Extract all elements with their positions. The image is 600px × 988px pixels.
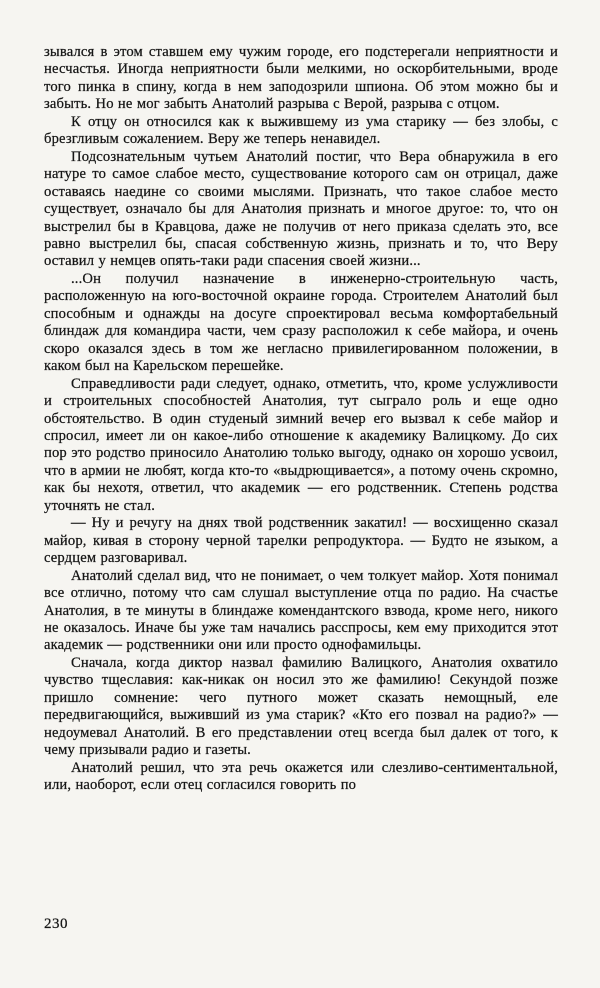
paragraph: Подсознательным чутьем Анатолий постиг, что Вера обнаружила в его натуре то самое слабое место, существование которого сам он отрицал, даже оставаясь наедине со своими мыслями. Признать, что такое слабое место существует, означало бы для Анатолия признать и многое другое: то, что он выстрелил бы в Кравцова, даже не получив от него приказа сделать это, все равно выстрелил бы, спасая собственную жизнь, признать и то, что Веру оставил у немцев опять-таки ради спасения своей жизни... — [44, 148, 558, 270]
paragraph: ...Он получил назначение в инженерно-строительную часть, расположенную на юго-восточной окраине города. Строителем Анатолий был способным и однажды на досуге спроектировал весьма комфортабельный блиндаж для командира части, чем сразу расположил к себе майора, и очень скоро оказался здесь в том же негласно привилегированном положении, в каком был на Карельском перешейке. — [44, 270, 558, 375]
page-text-block — [44, 44, 558, 794]
page-number: 230 — [44, 916, 68, 932]
paragraph: Анатолий решил, что эта речь окажется или слезливо-сентиментальной, или, наоборот, если отец согласился говорить по — [44, 759, 558, 794]
paragraph: Анатолий сделал вид, что не понимает, о чем толкует майор. Хотя понимал все отлично, потому что сам слушал выступление отца по радио. На счастье Анатолия, в те минуты в блиндаже комендантского взвода, кроме него, никого не оказалось. Иначе бы уже там начались расспросы, кем ему приходится этот академик — родственники они или просто однофамильцы. — [44, 567, 558, 654]
paragraph: зывался в этом ставшем ему чужим городе, его подстерегали неприятности и несчастья. Иногда неприятности были мелкими, но оскорбительными, вроде того пинка в спину, когда в нем заподозрили шпиона. Об этом можно бы и забыть. Но не мог забыть Анатолий разрыва с Верой, разрыва с отцом. — [44, 44, 558, 113]
paragraph-dialogue: — Ну и речугу на днях твой родственник закатил! — восхищенно сказал майор, кивая в сторону черной тарелки репродуктора. — Будто не языком, а сердцем разговаривал. — [44, 515, 558, 567]
paragraph: Сначала, когда диктор назвал фамилию Валицкого, Анатолия охватило чувство тщеславия: как-никак он носил это же фамилию! Секундой позже пришло сомнение: чего путного может сказать немощный, еле передвигающийся, выживший из ума старик? «Кто его позвал на радио?» — недоумевал Анатолий. В его представлении отец всегда был далек от того, к чему призывали радио и газеты. — [44, 654, 558, 759]
paragraph: К отцу он относился как к выжившему из ума старику — без злобы, с брезгливым сожалением. Веру же теперь ненавидел. — [44, 113, 558, 148]
paragraph: Справедливости ради следует, однако, отметить, что, кроме услужливости и строительных способностей Анатолия, тут сыграло роль и еще одно обстоятельство. В один студеный зимний вечер его вызвал к себе майор и спросил, имеет ли он какое-либо отношение к академику Валицкому. До сих пор это родство приносило Анатолию только выгоду, однако он хорошо усвоил, что в армии не любят, когда кто-то «выдрющивается», а потому очень скромно, как бы нехотя, ответил, что академик — его родственник. Степень родства уточнять не стал. — [44, 375, 558, 514]
